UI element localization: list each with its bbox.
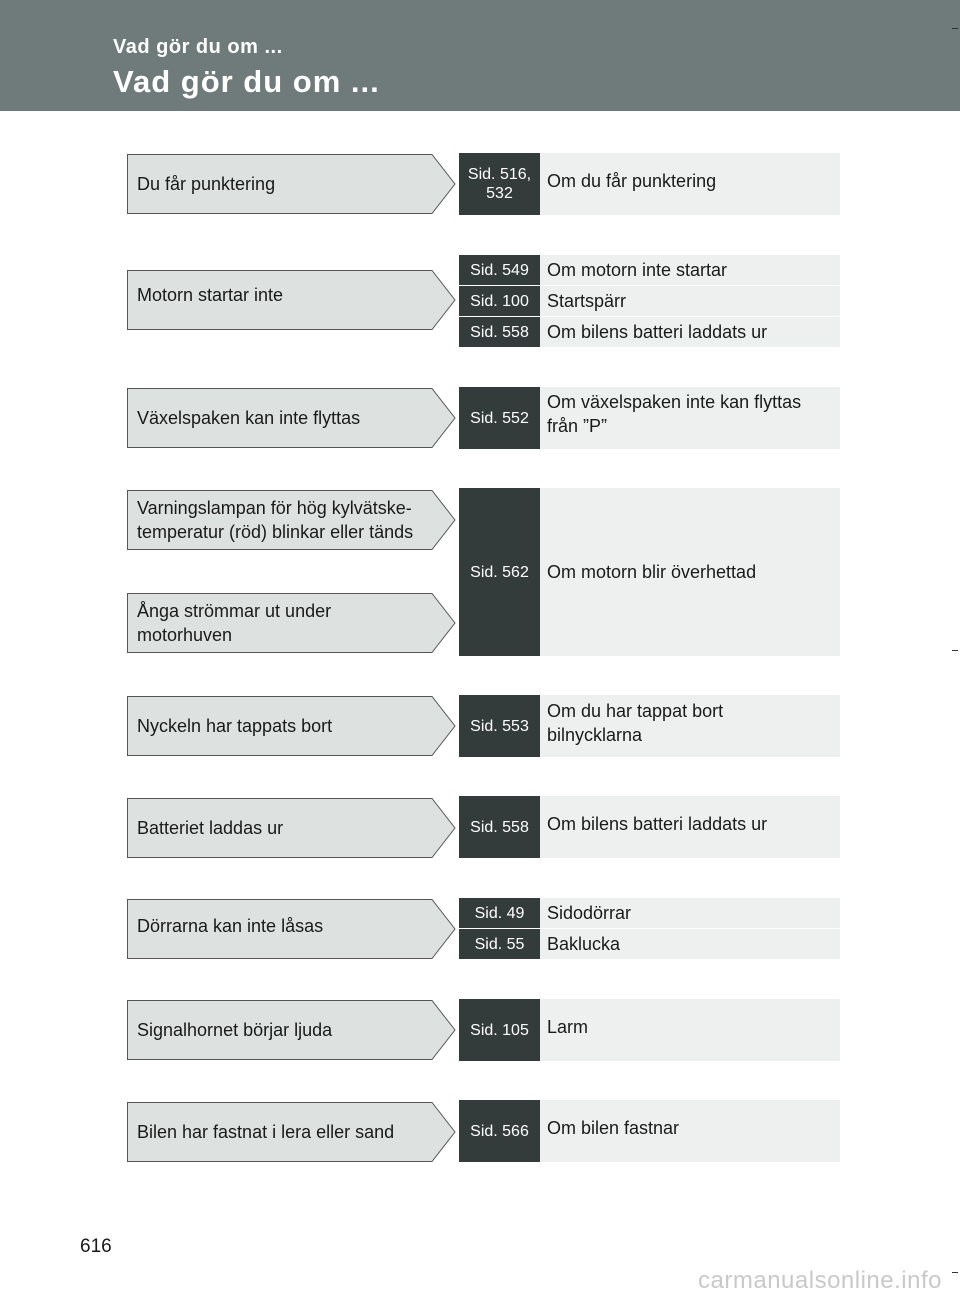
header-title: Vad gör du om ...: [113, 64, 380, 99]
page-reference[interactable]: Sid. 552: [459, 387, 540, 449]
solution-label: Startspärr: [540, 286, 840, 316]
page-reference[interactable]: Sid. 558: [459, 317, 540, 347]
solution-label: Larm: [540, 999, 840, 1061]
problem-label: Motorn startar inte: [137, 285, 284, 305]
page-reference[interactable]: Sid. 562: [459, 488, 540, 656]
solution-label: Om motorn inte startar: [540, 255, 840, 285]
solution-label: Om motorn blir överhettad: [540, 488, 840, 656]
crop-mark: [952, 650, 958, 651]
problem-label: Du får punktering: [137, 174, 276, 194]
problem-label: Batteriet laddas ur: [137, 818, 284, 838]
solution-label: Om du får punktering: [540, 153, 840, 215]
problem-label: Varningslampan för hög kylvätske-temperatur (röd) blinkar eller tänds: [137, 498, 414, 542]
problem-label: Växelspaken kan inte flyttas: [137, 408, 361, 428]
page-reference[interactable]: Sid. 553: [459, 695, 540, 757]
page-number: 616: [80, 1236, 112, 1257]
problem-label: Dörrarna kan inte låsas: [137, 916, 324, 936]
problem-label: Bilen har fastnat i lera eller sand: [137, 1122, 395, 1142]
problem-box: [127, 696, 457, 756]
crop-mark: [952, 28, 958, 29]
crop-mark: [952, 1272, 958, 1273]
problem-label: Signalhornet börjar ljuda: [137, 1020, 333, 1040]
solution-label: Om växelspaken inte kan flyttas från ”P”: [540, 387, 840, 449]
page-reference[interactable]: Sid. 549: [459, 255, 540, 285]
problem-label: Nyckeln har tappats bort: [137, 716, 333, 736]
watermark: carmanualsonline.info: [698, 1267, 942, 1294]
problem-box: [127, 490, 457, 550]
header-subtitle: Vad gör du om ...: [113, 36, 283, 58]
page-reference[interactable]: Sid. 100: [459, 286, 540, 316]
page-header: [0, 0, 960, 111]
problem-box: [127, 899, 457, 959]
page-reference[interactable]: Sid. 55: [459, 929, 540, 959]
problem-box: [127, 593, 457, 653]
page-reference[interactable]: Sid. 516, 532: [459, 153, 540, 215]
problem-box: [127, 388, 457, 448]
problem-label: Ånga strömmar ut under motorhuven: [137, 601, 332, 645]
page-reference[interactable]: Sid. 566: [459, 1100, 540, 1162]
solution-label: Om bilens batteri laddats ur: [540, 317, 840, 347]
problem-box: [127, 798, 457, 858]
page-reference[interactable]: Sid. 105: [459, 999, 540, 1061]
problem-box: [127, 1102, 457, 1162]
solution-label: Om bilens batteri laddats ur: [540, 796, 840, 858]
page-reference[interactable]: Sid. 558: [459, 796, 540, 858]
problem-box: [127, 1000, 457, 1060]
solution-label: Baklucka: [540, 929, 840, 959]
page-reference[interactable]: Sid. 49: [459, 898, 540, 928]
problem-box: [127, 154, 457, 214]
solution-label: Om bilen fastnar: [540, 1100, 840, 1162]
problem-box: [127, 270, 457, 330]
solution-label: Om du har tappat bort bilnycklarna: [540, 695, 840, 757]
solution-label: Sidodörrar: [540, 898, 840, 928]
